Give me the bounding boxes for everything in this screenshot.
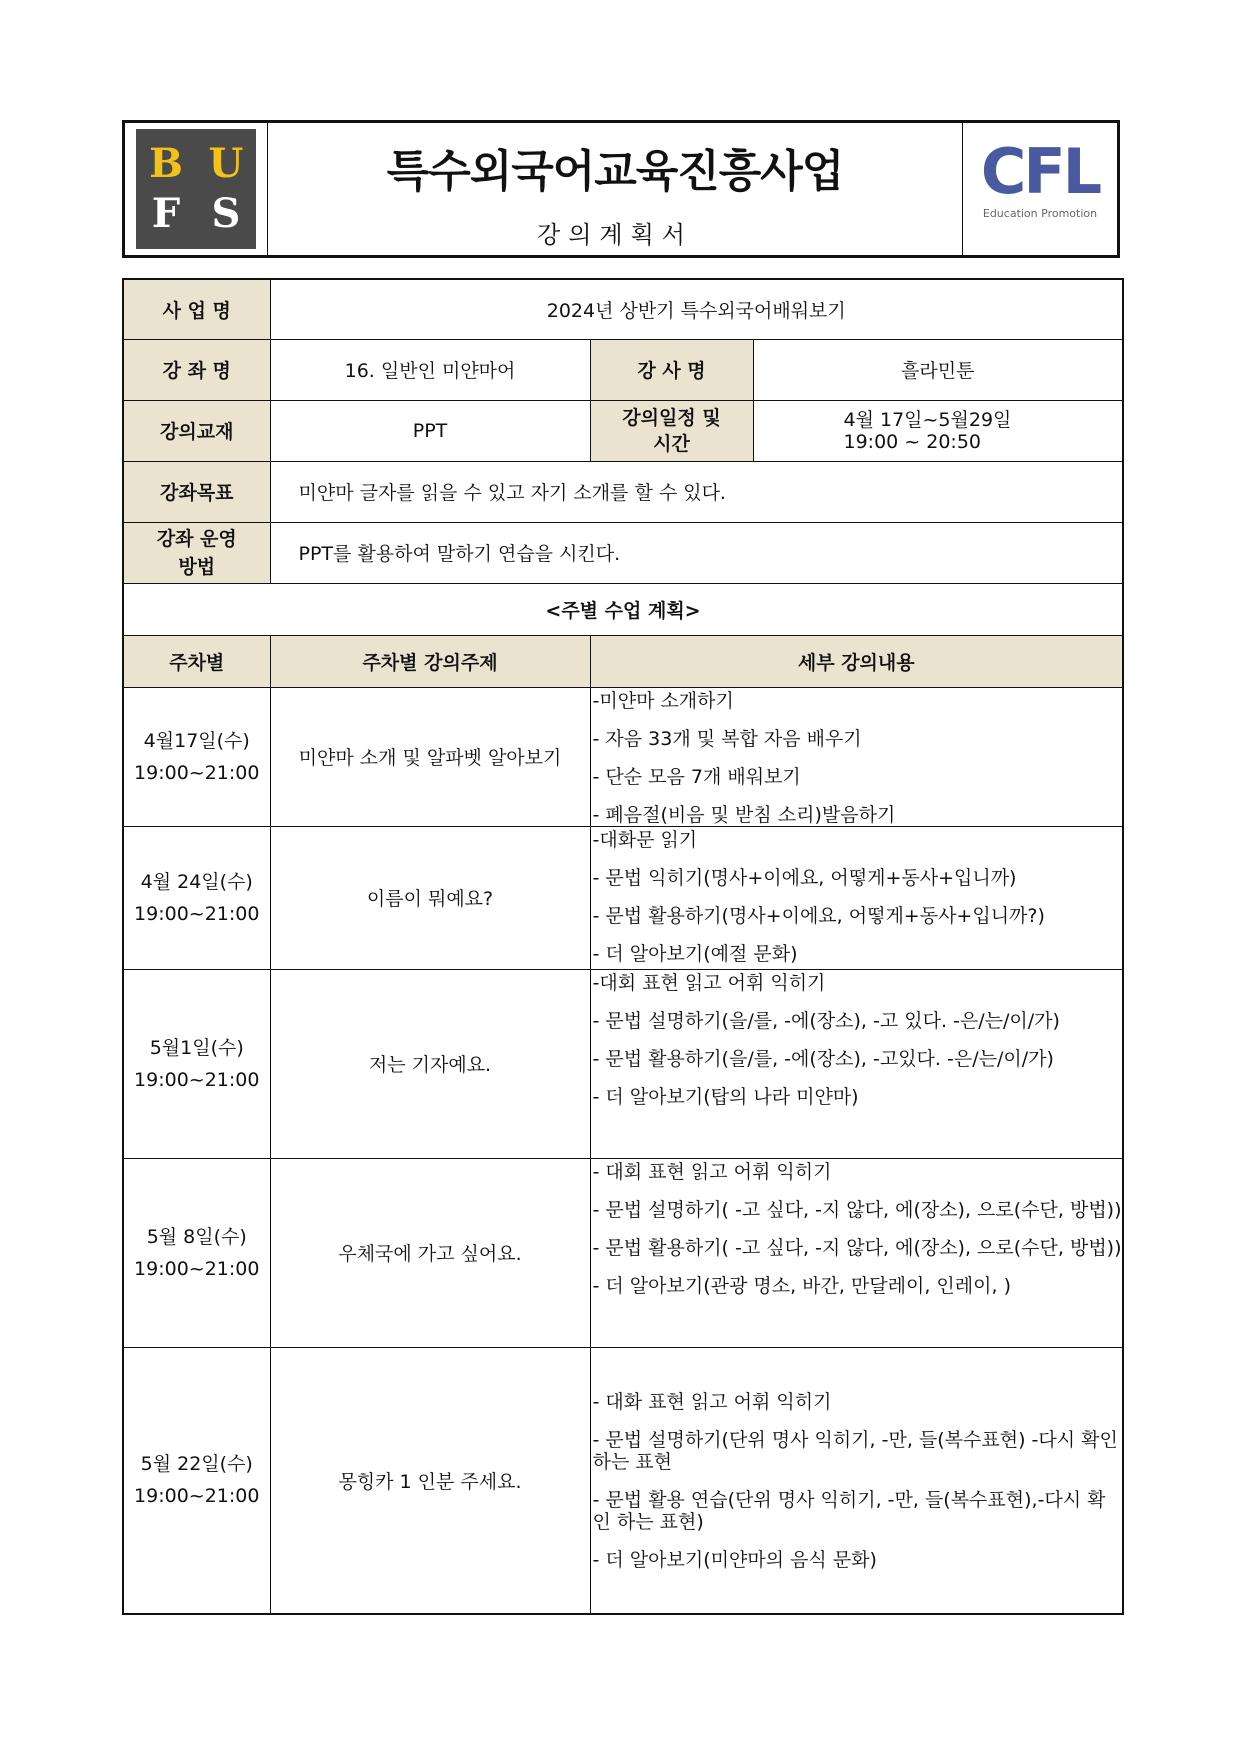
- week-date: 5월 8일(수): [146, 1225, 247, 1248]
- week-time: 19:00~21:00: [134, 1485, 260, 1508]
- detail-item: - 문법 익히기(명사+이에요, 어떻게+동사+입니까): [592, 866, 1017, 889]
- table-row: [123, 969, 1123, 1158]
- week-topic: 이름이 뭐예요?: [270, 826, 590, 969]
- bufs-logo-cell: [125, 123, 268, 255]
- week-time: 19:00~21:00: [134, 1068, 260, 1091]
- table-row: [123, 1158, 1123, 1347]
- table-row: [123, 687, 1123, 826]
- schedule-label: 강의일정 및 시간: [590, 400, 753, 461]
- detail-item: - 문법 설명하기(을/를, -에(장소), -고 있다. -은/는/이/가): [592, 1009, 1060, 1032]
- detail-item: - 대회 표현 읽고 어휘 익히기: [592, 1160, 832, 1183]
- schedule-time: 19:00 ~ 20:50: [843, 430, 982, 453]
- week-topic: 몽힝카 1 인분 주세요.: [270, 1347, 590, 1614]
- course-plan-table: [122, 278, 1124, 1615]
- detail-item: -대화문 읽기: [592, 828, 698, 851]
- schedule-dates: 4월 17일~5월29일: [843, 408, 1012, 431]
- detail-item: -미얀마 소개하기: [592, 689, 734, 712]
- detail-item: - 자음 33개 및 복합 자음 배우기: [592, 727, 862, 750]
- col-header-week: 주차별: [123, 635, 270, 687]
- week-topic: 저는 기자예요.: [270, 969, 590, 1158]
- method-label: 강좌 운영방법: [123, 522, 270, 583]
- cfl-logo: CFL Education Promotion: [962, 123, 1117, 255]
- detail-item: - 문법 활용하기(을/를, -에(장소), -고있다. -은/는/이/가): [592, 1047, 1054, 1070]
- goal-value: 미얀마 글자를 읽을 수 있고 자기 소개를 할 수 있다.: [270, 461, 1123, 522]
- detail-item: -대회 표현 읽고 어휘 익히기: [592, 971, 826, 994]
- course-value: 16. 일반인 미얀마어: [270, 339, 590, 400]
- week-time: 19:00~21:00: [134, 761, 260, 784]
- detail-item: - 문법 설명하기(단위 명사 익히기, -만, 들(복수표현) -다시 확인 하는 표현: [592, 1429, 1118, 1474]
- goal-label: 강좌목표: [123, 461, 270, 522]
- week-date: 4월 24일(수): [140, 870, 253, 893]
- textbook-value: PPT: [270, 400, 590, 461]
- document-header: [122, 120, 1120, 258]
- instructor-label: 강 사 명: [590, 339, 753, 400]
- instructor-value: 흘라민툰: [753, 339, 1123, 400]
- detail-item: - 더 알아보기(탑의 나라 미얀마): [592, 1085, 859, 1108]
- week-topic: 우체국에 가고 싶어요.: [270, 1158, 590, 1347]
- detail-item: - 문법 활용하기( -고 싶다, -지 않다, 에(장소), 으로(수단, 방법)): [592, 1236, 1122, 1259]
- detail-item: - 문법 활용 연습(단위 명사 익히기, -만, 들(복수표현),-다시 확인 하는 표현): [592, 1489, 1106, 1534]
- bufs-logo: B U F S: [136, 129, 256, 249]
- course-label: 강 좌 명: [123, 339, 270, 400]
- project-label: 사 업 명: [123, 279, 270, 339]
- textbook-label: 강의교재: [123, 400, 270, 461]
- detail-item: - 더 알아보기(미얀마의 음식 문화): [592, 1549, 877, 1572]
- project-value: 2024년 상반기 특수외국어배워보기: [270, 279, 1123, 339]
- week-date: 4월17일(수): [143, 729, 250, 752]
- week-time: 19:00~21:00: [134, 902, 260, 925]
- detail-item: - 더 알아보기(예절 문화): [592, 942, 798, 965]
- method-value: PPT를 활용하여 말하기 연습을 시킨다.: [270, 522, 1123, 583]
- detail-item: - 더 알아보기(관광 명소, 바간, 만달레이, 인레이, ): [592, 1274, 1011, 1297]
- col-header-topic: 주차별 강의주제: [270, 635, 590, 687]
- detail-item: - 폐음절(비음 및 받침 소리)발음하기: [592, 803, 896, 826]
- document-title: 특수외국어교육진흥사업: [386, 146, 844, 197]
- table-row: [123, 1347, 1123, 1614]
- week-date: 5월 22일(수): [140, 1453, 253, 1476]
- table-row: [123, 826, 1123, 969]
- document-subtitle: 강의계획서: [537, 221, 693, 249]
- detail-item: - 대화 표현 읽고 어휘 익히기: [592, 1391, 832, 1414]
- detail-item: - 문법 설명하기( -고 싶다, -지 않다, 에(장소), 으로(수단, 방법)): [592, 1198, 1122, 1221]
- detail-item: - 문법 활용하기(명사+이에요, 어떻게+동사+입니까?): [592, 904, 1045, 927]
- schedule-value: [753, 400, 1123, 461]
- detail-item: - 단순 모음 7개 배워보기: [592, 765, 801, 788]
- weekly-plan-title: <주별 수업 계획>: [123, 583, 1123, 635]
- col-header-details: 세부 강의내용: [590, 635, 1123, 687]
- week-date: 5월1일(수): [149, 1036, 244, 1059]
- week-topic: 미얀마 소개 및 알파벳 알아보기: [270, 687, 590, 826]
- week-time: 19:00~21:00: [134, 1257, 260, 1280]
